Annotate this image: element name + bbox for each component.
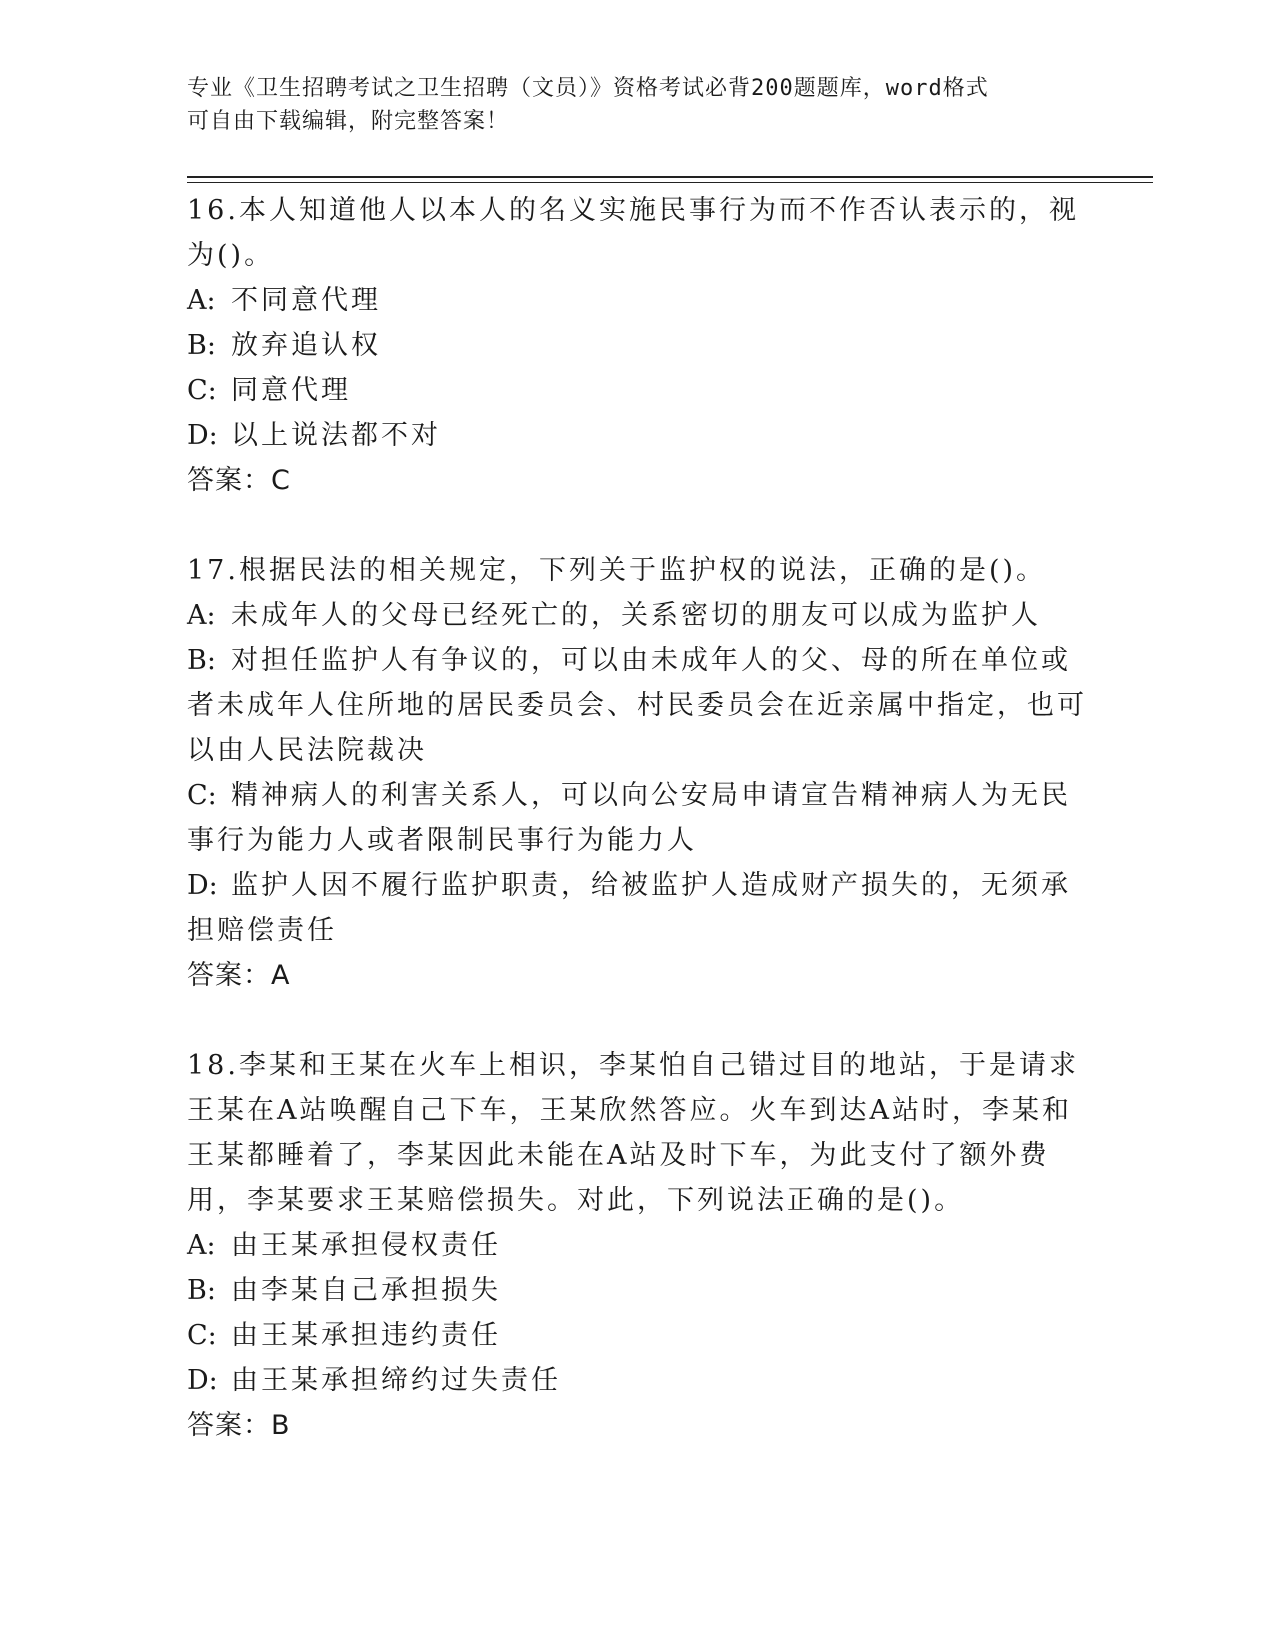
option-text: 不同意代理	[231, 285, 381, 316]
header-line-2: 可自由下载编辑，附完整答案！	[187, 109, 510, 134]
option-text: 由王某承担违约责任	[231, 1320, 501, 1351]
option-label: D:	[187, 420, 218, 451]
option-text: 对担任监护人有争议的，可以由未成年人的父、母的所在单位或者未成年人住所地的居民委员会、村民委员会在近亲属中指定，也可以由人民法院裁决	[187, 645, 1087, 766]
question-stem: 16.本人知道他人以本人的名义实施民事行为而不作否认表示的，视为()。	[187, 195, 1079, 271]
question-list	[187, 188, 1087, 1448]
question-17	[187, 548, 1087, 998]
document-header	[187, 72, 1067, 138]
option-text: 由王某承担侵权责任	[231, 1230, 501, 1261]
option-label: A:	[187, 285, 216, 316]
option-b	[187, 323, 1087, 368]
option-label: B:	[187, 330, 216, 361]
option-text: 由王某承担缔约过失责任	[231, 1365, 561, 1396]
option-label: C:	[187, 375, 217, 406]
option-d	[187, 1358, 1087, 1403]
option-label: A:	[187, 1230, 216, 1261]
question-16	[187, 188, 1087, 503]
option-label: C:	[187, 1320, 217, 1351]
option-a	[187, 278, 1087, 323]
header-divider-thick	[187, 176, 1153, 178]
option-text: 未成年人的父母已经死亡的，关系密切的朋友可以成为监护人	[231, 600, 1041, 631]
option-d	[187, 863, 1087, 953]
option-text: 监护人因不履行监护职责，给被监护人造成财产损失的，无须承担赔偿责任	[187, 870, 1071, 946]
option-a	[187, 1223, 1087, 1268]
option-label: B:	[187, 1275, 216, 1306]
answer: 答案：C	[187, 465, 291, 496]
option-label: B:	[187, 645, 216, 676]
option-text: 精神病人的利害关系人，可以向公安局申请宣告精神病人为无民事行为能力人或者限制民事行为能力人	[187, 780, 1071, 856]
option-text: 同意代理	[231, 375, 351, 406]
option-label: A:	[187, 600, 216, 631]
option-a	[187, 593, 1087, 638]
answer: 答案：B	[187, 1410, 291, 1441]
answer: 答案：A	[187, 960, 291, 991]
option-label: D:	[187, 1365, 218, 1396]
option-text: 放弃追认权	[231, 330, 381, 361]
option-c	[187, 368, 1087, 413]
option-label: C:	[187, 780, 217, 811]
option-b	[187, 638, 1087, 773]
option-c	[187, 773, 1087, 863]
header-divider-thin	[187, 182, 1153, 183]
option-text: 由李某自己承担损失	[231, 1275, 501, 1306]
option-c	[187, 1313, 1087, 1358]
option-text: 以上说法都不对	[231, 420, 441, 451]
option-b	[187, 1268, 1087, 1313]
option-d	[187, 413, 1087, 458]
header-line-1: 专业《卫生招聘考试之卫生招聘（文员）》资格考试必背200题题库，word格式	[187, 76, 989, 101]
question-stem: 17.根据民法的相关规定，下列关于监护权的说法，正确的是()。	[187, 555, 1047, 586]
question-18	[187, 1043, 1087, 1448]
option-label: D:	[187, 870, 218, 901]
question-stem: 18.李某和王某在火车上相识，李某怕自己错过目的地站，于是请求王某在A站唤醒自己下车，王某欣然答应。火车到达A站时，李某和王某都睡着了，李某因此未能在A站及时下车，为此支付了额外费用，李某要求王某赔偿损失。对此，下列说法正确的是()。	[187, 1050, 1079, 1216]
